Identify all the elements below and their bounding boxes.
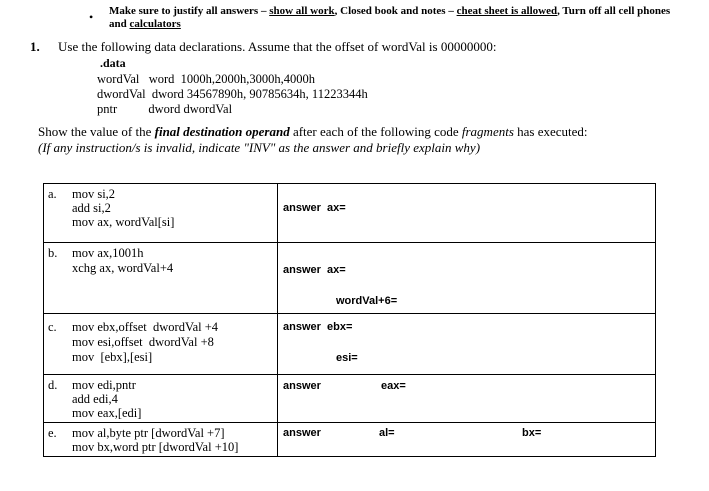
answer-field-a-ax[interactable]: answer ax= <box>283 202 346 214</box>
answer-field-d-eax[interactable]: eax= <box>381 380 406 392</box>
question-text: Use the following data declarations. Assume that the offset of wordVal is 00000000: <box>58 39 497 54</box>
instr-text-4: and <box>109 18 130 30</box>
answer-field-c-esi[interactable]: esi= <box>336 352 358 364</box>
code-line: mov ebx,offset dwordVal +4 <box>72 320 219 334</box>
instr-text-1: Make sure to justify all answers – <box>109 5 270 17</box>
code-line: mov si,2 <box>72 187 116 201</box>
code-line: add edi,4 <box>72 392 118 406</box>
show-fragments: fragments <box>461 124 514 139</box>
row-label-a: a. <box>48 187 57 201</box>
answer-field-b-ax[interactable]: answer ax= <box>283 264 346 276</box>
answer-field-e-bx[interactable]: bx= <box>522 427 542 439</box>
row-label-c: c. <box>48 320 57 334</box>
code-line: xchg ax, wordVal+4 <box>72 261 174 275</box>
code-line: add si,2 <box>72 201 111 215</box>
instr-text-2: , Closed book and notes – <box>334 5 457 17</box>
bullet-icon: • <box>89 10 94 24</box>
code-line: mov ax,1001h <box>72 246 144 260</box>
column-divider <box>277 184 278 456</box>
row-divider <box>44 313 655 314</box>
answer-field-c-ebx[interactable]: answer ebx= <box>283 321 353 333</box>
invalid-note: (If any instruction/s is invalid, indicate "INV" as the answer and briefly explain why) <box>38 140 481 155</box>
instr-calculators: calculators <box>129 18 181 30</box>
code-line: mov esi,offset dwordVal +8 <box>72 335 214 349</box>
row-divider <box>44 242 655 243</box>
row-label-e: e. <box>48 426 57 440</box>
instructions-line-1 <box>109 5 670 18</box>
row-divider <box>44 422 655 423</box>
code-line: mov ax, wordVal[si] <box>72 215 175 229</box>
instr-text-3: , Turn off all cell phones <box>557 5 671 17</box>
show-instruction <box>38 124 588 140</box>
code-line: mov edi,pntr <box>72 378 136 392</box>
code-line: mov eax,[edi] <box>72 406 142 420</box>
declaration-pntr: pntr dword dwordVal <box>97 102 233 116</box>
answer-table <box>43 183 656 457</box>
show-text-2: after each of the following code <box>289 124 462 139</box>
show-final-destination: final destination operand <box>154 124 290 139</box>
row-label-d: d. <box>48 378 58 392</box>
instructions <box>109 5 670 31</box>
data-section-label: .data <box>100 56 126 70</box>
declaration-wordval: wordVal word 1000h,2000h,3000h,4000h <box>97 72 316 86</box>
answer-label-e: answer <box>283 427 321 439</box>
answer-label-d: answer <box>283 380 321 392</box>
row-divider <box>44 374 655 375</box>
declaration-dwordval: dwordVal dword 34567890h, 90785634h, 11223344h <box>97 87 368 101</box>
answer-field-b-wordval6[interactable]: wordVal+6= <box>336 295 398 307</box>
instr-show-work: show all work <box>269 5 335 17</box>
show-text-1: Show the value of the <box>38 124 155 139</box>
question-number: 1. <box>30 39 40 54</box>
code-line: mov al,byte ptr [dwordVal +7] <box>72 426 225 440</box>
code-line: mov [ebx],[esi] <box>72 350 153 364</box>
row-label-b: b. <box>48 246 58 260</box>
code-line: mov bx,word ptr [dwordVal +10] <box>72 440 239 454</box>
answer-field-e-al[interactable]: al= <box>379 427 395 439</box>
show-text-3: has executed: <box>513 124 588 139</box>
instructions-line-2 <box>109 18 670 31</box>
instr-cheat-sheet: cheat sheet is allowed <box>456 5 558 17</box>
